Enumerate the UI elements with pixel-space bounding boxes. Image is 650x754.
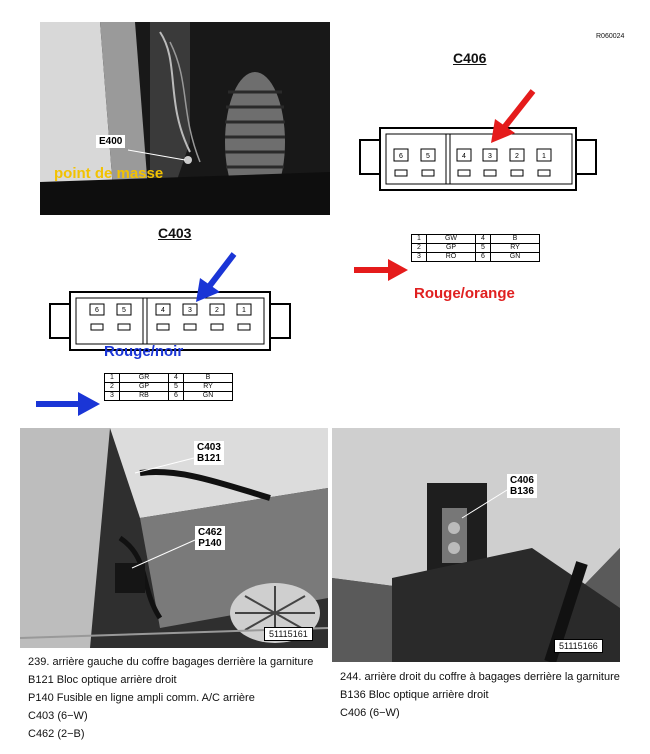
c403-pin-3: 3 xyxy=(188,307,192,314)
c403-row-arrow-icon xyxy=(34,391,104,417)
c406-pin-3: 3 xyxy=(488,153,492,160)
c403-b121-tag: C403 B121 xyxy=(194,441,224,465)
c403-title: C403 xyxy=(158,225,192,241)
table-cell: 4 xyxy=(476,235,491,244)
table-cell: 1 xyxy=(412,235,427,244)
ground-point-leader xyxy=(40,22,330,215)
c403-pin-arrow-icon xyxy=(192,250,242,310)
c406-pin-1: 1 xyxy=(542,153,546,160)
table-row xyxy=(105,374,233,383)
c406-title: C406 xyxy=(453,50,487,66)
left-caption xyxy=(28,656,318,746)
c462-p140-tag: C462 P140 xyxy=(195,526,225,550)
right-photo-number: 51115166 xyxy=(554,639,603,653)
table-cell: GP xyxy=(427,244,476,253)
c406-color-label: Rouge/orange xyxy=(414,285,515,302)
top-photo xyxy=(40,22,330,215)
table-row xyxy=(412,253,540,262)
table-cell: GP xyxy=(120,383,169,392)
c406-pin-4: 4 xyxy=(462,153,466,160)
ground-point-tag: E400 xyxy=(96,135,125,148)
right-caption-line: C406 (6−W) xyxy=(340,707,400,719)
table-cell: 1 xyxy=(105,374,120,383)
c406-b136-tag: C406 B136 xyxy=(507,474,537,498)
reference-code: R060024 xyxy=(596,33,625,40)
table-cell: B xyxy=(184,374,233,383)
c403-pin-4: 4 xyxy=(161,307,165,314)
table-cell: RB xyxy=(120,392,169,401)
right-caption-title: 244. arrière droit du coffre à bagages derrière la garniture xyxy=(340,671,620,683)
table-row xyxy=(412,244,540,253)
left-photo-number: 51115161 xyxy=(264,627,313,641)
table-cell: GN xyxy=(184,392,233,401)
c406-pin-2: 2 xyxy=(515,153,519,160)
table-row xyxy=(105,383,233,392)
table-cell: 5 xyxy=(476,244,491,253)
table-cell: 4 xyxy=(169,374,184,383)
c406-row-arrow-icon xyxy=(352,258,412,282)
c403-pin-1: 1 xyxy=(242,307,246,314)
table-cell: GN xyxy=(491,253,540,262)
right-caption-line: B136 Bloc optique arrière droit xyxy=(340,689,489,701)
table-cell: RO xyxy=(427,253,476,262)
left-trunk-photo xyxy=(20,428,328,648)
right-photo-leader xyxy=(332,428,620,662)
c406-pin-arrow-icon xyxy=(485,85,545,155)
left-photo-leaders xyxy=(20,428,328,648)
c403-pin-5: 5 xyxy=(122,307,126,314)
table-cell: 3 xyxy=(105,392,120,401)
left-caption-line: C403 (6−W) xyxy=(28,710,88,722)
table-cell: B xyxy=(491,235,540,244)
table-cell: 2 xyxy=(105,383,120,392)
right-caption xyxy=(340,671,625,725)
table-row xyxy=(412,235,540,244)
table-cell: GR xyxy=(120,374,169,383)
c403-pin-6: 6 xyxy=(95,307,99,314)
c406-connector xyxy=(350,120,600,200)
table-cell: GW xyxy=(427,235,476,244)
table-cell: 6 xyxy=(476,253,491,262)
ground-point-label: point de masse xyxy=(54,165,164,182)
table-cell: 6 xyxy=(169,392,184,401)
table-row xyxy=(105,392,233,401)
right-trunk-photo xyxy=(332,428,620,662)
c406-wire-table xyxy=(411,234,540,262)
c403-color-label: Rouge/noir xyxy=(104,343,184,360)
table-cell: 3 xyxy=(412,253,427,262)
c403-pin-2: 2 xyxy=(215,307,219,314)
left-caption-line: P140 Fusible en ligne ampli comm. A/C arrière xyxy=(28,692,255,704)
table-cell: RY xyxy=(491,244,540,253)
table-cell: 5 xyxy=(169,383,184,392)
c406-pin-5: 5 xyxy=(426,153,430,160)
table-cell: RY xyxy=(184,383,233,392)
table-cell: 2 xyxy=(412,244,427,253)
c406-pin-6: 6 xyxy=(399,153,403,160)
c403-wire-table xyxy=(104,373,233,401)
left-caption-line: B121 Bloc optique arrière droit xyxy=(28,674,177,686)
left-caption-title: 239. arrière gauche du coffre bagages derrière la garniture xyxy=(28,656,314,668)
left-caption-line: C462 (2−B) xyxy=(28,728,85,740)
